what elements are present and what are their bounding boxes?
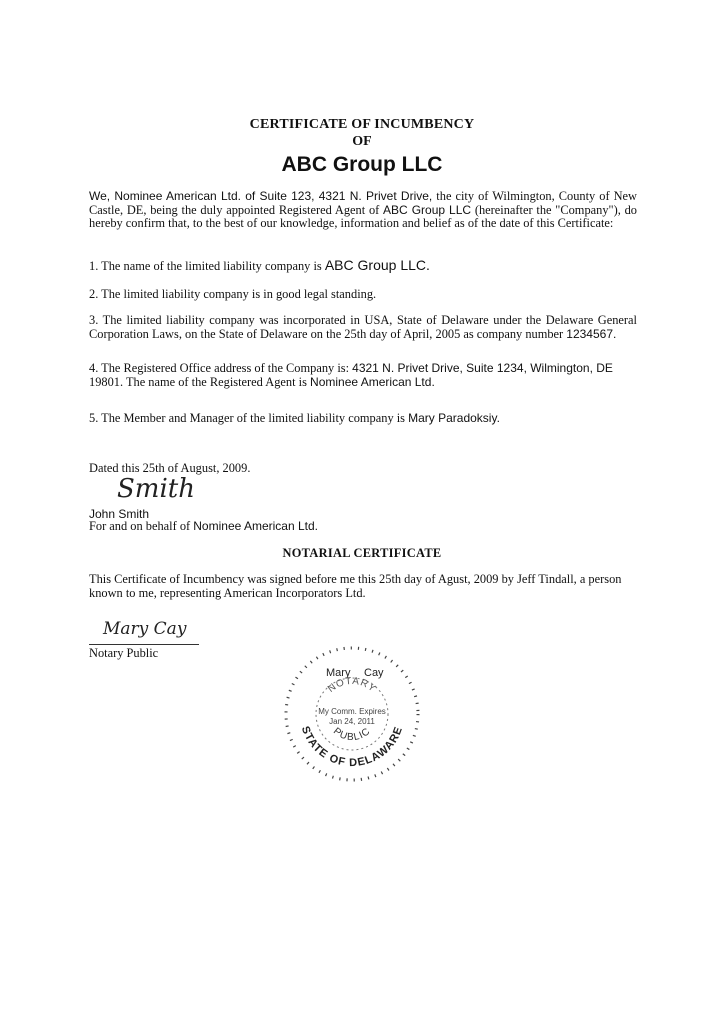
dated-line: Dated this 25th of August, 2009. bbox=[89, 461, 251, 475]
signer-name: John Smith bbox=[89, 507, 150, 521]
notary-signature-line bbox=[89, 644, 199, 645]
item-1-company: ABC Group LLC. bbox=[324, 257, 430, 273]
item-1: 1. The name of the limited liability company is ABC Group LLC. bbox=[89, 257, 430, 273]
item-5: 5. The Member and Manager of the limited liability company is Mary Paradoksiy. bbox=[89, 411, 500, 425]
certificate-title-of: OF bbox=[352, 134, 372, 149]
registered-address: 4321 N. Privet Drive, Suite 1234, Wilmington, DE bbox=[352, 361, 613, 375]
behalf-company: Nominee American Ltd. bbox=[193, 519, 318, 533]
seal-name-last: Cay bbox=[364, 667, 384, 679]
handwritten-signature-notary: Mary Cay bbox=[103, 619, 187, 639]
intro-paragraph: We, Nominee American Ltd. of Suite 123, 4321 N. Privet Drive, the city of Wilmington, County of New Castle, DE, being the duly appointed Registered Agent of ABC Group LLC (hereinafter the "Company"), do hereby confirm that, to the best of our knowledge, information and belief as of the date of this Certificate: bbox=[89, 189, 638, 230]
notary-seal bbox=[278, 640, 426, 788]
notarial-title: NOTARIAL CERTIFICATE bbox=[282, 546, 442, 560]
intro-company: ABC Group LLC bbox=[383, 202, 472, 217]
item-4: 4. The Registered Office address of the Company is: 4321 N. Privet Drive, Suite 1234, Wilmington, DE 19801. The name of the Registered Agent is Nominee American Ltd. bbox=[89, 361, 613, 389]
notary-public-label: Notary Public bbox=[89, 646, 159, 660]
handwritten-signature-smith: Smith bbox=[117, 474, 195, 504]
seal-notary: NOTARY bbox=[325, 675, 379, 695]
seal-expires-date: Jan 24, 2011 bbox=[329, 717, 375, 726]
seal-name-first: Mary bbox=[326, 667, 351, 679]
seal-state: STATE OF DELAWARE bbox=[298, 724, 406, 770]
member-name: Mary Paradoksiy. bbox=[408, 411, 500, 425]
item-2: 2. The limited liability company is in good legal standing. bbox=[89, 287, 377, 301]
registered-agent: Nominee American Ltd. bbox=[310, 374, 435, 389]
seal-expires: My Comm. Expires bbox=[318, 707, 386, 716]
company-name-heading: ABC Group LLC bbox=[281, 153, 443, 176]
certificate-title: CERTIFICATE OF INCUMBENCY bbox=[249, 117, 475, 132]
seal-public: PUBLIC bbox=[331, 725, 373, 744]
item-3: 3. The limited liability company was incorporated in USA, State of Delaware under the Delaware General Corporation Laws, on the State of Delaware on the 25th day of April, 2005 as company number 1234567. bbox=[89, 313, 637, 341]
company-number: 1234567. bbox=[566, 326, 617, 341]
notarial-text: This Certificate of Incumbency was signed before me this 25th day of Agust, 2009 by Jeff Tindall, a person known to me, representing American Incorporators Ltd. bbox=[89, 572, 622, 600]
agent-address: We, Nominee American Ltd. of Suite 123, 4321 N. Privet Drive, bbox=[89, 189, 433, 203]
on-behalf-line: For and on behalf of Nominee American Ltd. bbox=[89, 519, 318, 533]
